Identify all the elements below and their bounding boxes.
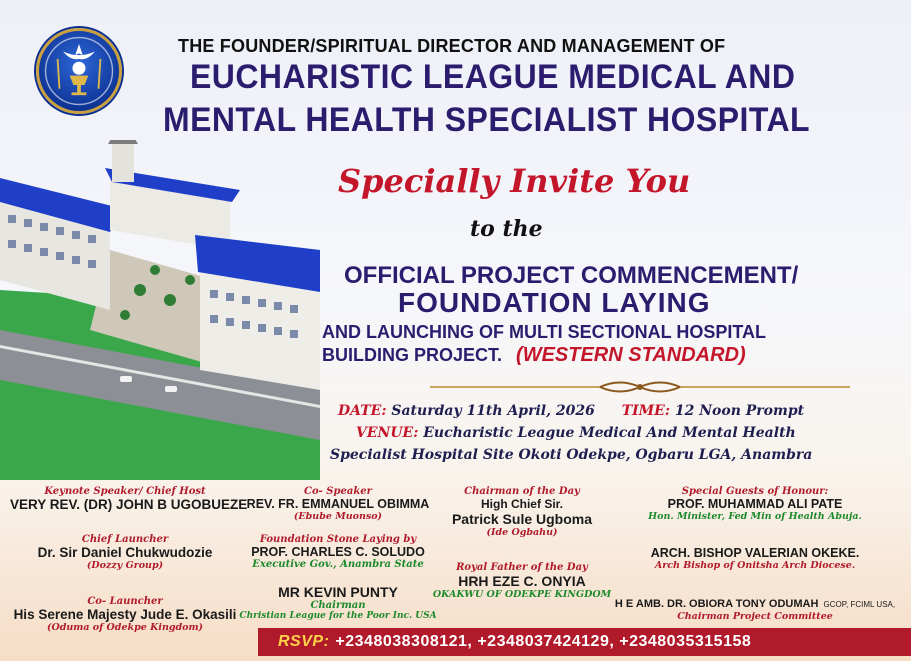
keynote-speaker	[10, 486, 248, 512]
royal-sub: OKAKWU OF ODEKPE KINGDOM	[432, 589, 612, 600]
chief-launcher-role: Chief Launcher	[81, 534, 169, 545]
chief-launcher-sub: (Dozzy Group)	[86, 560, 164, 571]
time-label: TIME:	[621, 403, 671, 419]
keynote-name: VERY REV. (DR) JOHN B UGOBUEZE	[10, 497, 248, 512]
arch-bishop	[610, 546, 900, 571]
royal-role: Royal Father of the Day	[456, 562, 588, 573]
amb-sub: Chairman Project Committee	[677, 611, 833, 622]
foundation-name: PROF. CHARLES C. SOLUDO	[251, 545, 425, 559]
guests-section	[0, 478, 911, 636]
invite-connector: to the	[470, 216, 543, 242]
punty-role: Chairman	[310, 600, 366, 611]
time-value: 12 Noon Prompt	[674, 403, 805, 419]
amb-name: H E AMB. DR. OBIORA TONY ODUMAH	[614, 598, 819, 610]
event-line-3: AND LAUNCHING OF MULTI SECTIONAL HOSPITAL	[322, 322, 766, 342]
chief-launcher	[10, 534, 240, 571]
rsvp-bar	[258, 628, 911, 656]
venue-label: VENUE:	[356, 425, 419, 441]
special-guest	[610, 486, 900, 522]
royal-father	[432, 562, 612, 600]
foundation-sub: Executive Gov., Anambra State	[252, 559, 424, 570]
bishop-name: ARCH. BISHOP VALERIAN OKEKE.	[650, 546, 860, 560]
punty-sub: Christian League for the Poor Inc. USA	[239, 611, 437, 621]
chairman-name: Patrick Sule Ugboma	[451, 511, 593, 527]
co-launcher-sub: (Oduma of Odekpe Kingdom)	[46, 622, 204, 633]
punty-name: MR KEVIN PUNTY	[278, 584, 398, 600]
royal-name: HRH EZE C. ONYIA	[458, 573, 586, 589]
chief-launcher-name: Dr. Sir Daniel Chukwudozie	[37, 545, 213, 560]
keynote-role: Keynote Speaker/ Chief Host	[44, 486, 206, 497]
co-launcher	[10, 596, 240, 633]
event-line-2: FOUNDATION LAYING	[398, 287, 711, 318]
date-time-row	[334, 400, 812, 422]
hospital-name-line-2: MENTAL HEALTH SPECIALIST HOSPITAL	[163, 101, 811, 139]
co-speaker-sub: (Ebube Muonso)	[293, 511, 383, 522]
amb-line	[610, 592, 900, 611]
hospital-building-illustration	[0, 140, 320, 480]
event-details	[330, 400, 813, 466]
venue-value-1: Eucharistic League Medical And Mental Health	[423, 425, 796, 441]
date-value: Saturday 11th April, 2026	[391, 403, 595, 419]
co-speaker-name: REV. FR. EMMANUEL OBIMMA	[246, 497, 430, 511]
special-sub: Hon. Minister, Fed Min of Health Abuja.	[648, 511, 862, 522]
invite-title: Specially Invite You	[338, 162, 691, 200]
chairman-role: Chairman of the Day	[464, 486, 580, 497]
co-speaker-role: Co- Speaker	[304, 486, 372, 497]
hospital-crest-logo	[36, 28, 122, 114]
chairman-of-day	[432, 486, 612, 538]
event-line-4	[322, 344, 746, 367]
header-line-1: THE FOUNDER/SPIRITUAL DIRECTOR AND MANAGEMENT OF	[178, 36, 726, 56]
rsvp-numbers[interactable]: +2348038308121, +2348037424129, +2348035315158	[335, 633, 752, 650]
ambassador	[610, 592, 900, 622]
co-launcher-role: Co- Launcher	[87, 596, 163, 607]
date-label: DATE:	[338, 403, 387, 419]
western-standard-label: (WESTERN STANDARD)	[516, 344, 746, 366]
ornamental-divider	[420, 378, 860, 396]
bishop-sub: Arch Bishop of Onitsha Arch Diocese.	[654, 560, 856, 571]
foundation-role: Foundation Stone Laying by	[259, 534, 417, 545]
special-role: Special Guests of Honour:	[681, 486, 829, 497]
chairman-title: High Chief Sir.	[480, 497, 563, 511]
event-line-4-text: BUILDING PROJECT.	[322, 345, 503, 365]
co-launcher-name: His Serene Majesty Jude E. Okasili	[13, 607, 237, 622]
venue-row	[334, 422, 812, 444]
hospital-name-line-1: EUCHARISTIC LEAGUE MEDICAL AND	[190, 58, 796, 96]
foundation-stone	[238, 534, 438, 570]
amb-suffix: GCOP, FCIML USA,	[823, 600, 896, 609]
special-name: PROF. MUHAMMAD ALI PATE	[667, 497, 843, 511]
venue-value-2: Specialist Hospital Site Okoti Odekpe, Ogbaru LGA, Anambra	[330, 447, 813, 463]
kevin-punty	[228, 584, 448, 621]
rsvp-label: RSVP:	[278, 633, 330, 650]
event-line-1: OFFICIAL PROJECT COMMENCEMENT/	[344, 262, 799, 289]
co-speaker	[238, 486, 438, 522]
chairman-sub: (Ide Ogbahu)	[486, 527, 558, 538]
